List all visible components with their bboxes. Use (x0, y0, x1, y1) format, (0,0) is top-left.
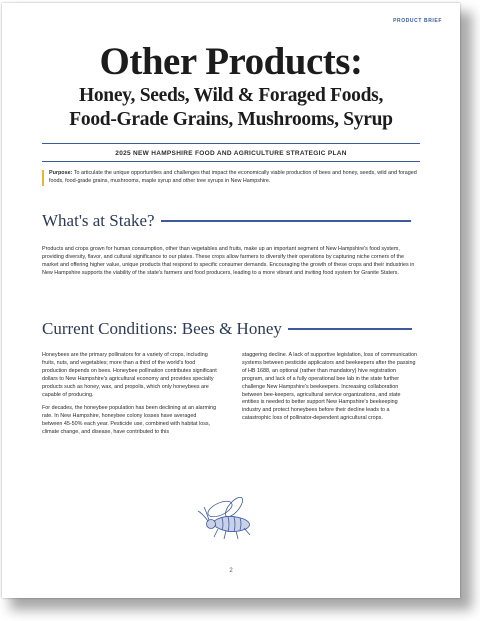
page-title: Other Products: (99, 40, 363, 83)
col2-paragraph-1: staggering decline. A lack of supportive legislation, loss of communication systems between pesticide applicators and beekeepers after the passing of HB 1688, an optional (rather than mandatory) hive registration program, and lack of a fully operational bee lab in the state further challenge New Hampshire's beekeepers. Increasing collaboration between bee-keepers, agricultural service organizations, and state entities is needed to better support New Hampshire's beekeeping industry and protect honeybees before their decline leads to a catastrophic loss of pollinator-dependent agricultural crops. (242, 352, 417, 422)
col1-paragraph-2: For decades, the honeybee population has been declining at an alarming rate. In New Hampshire, honeybee colony losses have averaged between 45-50% each year. Pesticide use, combined with habitat loss, climate change, and disease, have contributed to this (42, 405, 217, 436)
purpose-statement (42, 170, 419, 186)
divider-top (42, 143, 420, 144)
conditions-heading (42, 319, 412, 339)
column-right (242, 352, 418, 429)
col1-paragraph-1: Honeybees are the primary pollinators for a variety of crops, including fruits, nuts, and vegetables; more than a third of the world's food production depends on bees. Honeybee pollination contributes significant dollars to New Hampshire's agricultural economy and provides specialty products such as honey, wax, and propolis, which only honeybees are capable of producing. (42, 352, 217, 398)
stake-heading-text: What's at Stake? (42, 211, 155, 230)
purpose-label: Purpose: (49, 170, 73, 176)
conditions-heading-rule (288, 328, 412, 329)
purpose-text: To articulate the unique opportunities and challenges that impact the economically viable production of bees and honey, seeds, wild and foraged foods, food-grade grains, mushrooms, maple syrup and other tree syrups in New Hampshire. (49, 170, 417, 184)
conditions-heading-text: Current Conditions: Bees & Honey (42, 319, 282, 338)
product-brief-tag: PRODUCT BRIEF (393, 18, 442, 24)
column-left (42, 352, 218, 443)
stake-heading-rule (161, 220, 411, 221)
page-number: 2 (229, 568, 233, 574)
subtitle-line-2: Food-Grade Grains, Mushrooms, Syrup (69, 109, 393, 130)
bee-illustration-icon (194, 491, 266, 541)
stake-heading (42, 211, 411, 231)
document-page (2, 3, 460, 598)
stake-paragraph: Products and crops grown for human consumption, other than vegetables and fruits, make up an important segment of New Hampshire's food system, providing diversity, flavor, and cultural significance to our plates. These crops allow farmers to diversify their operations by capturing niche corners of the market and offering higher value, unique products that respond to specific consumer demands. Encouraging the growth of these crops and their industries in New Hampshire supports the viability of the state's farmers and food producers, leading to a more vibrant and inviting food system for Granite Staters. (42, 246, 415, 276)
divider-bottom (42, 161, 420, 162)
subtitle-line-1: Honey, Seeds, Wild & Foraged Foods, (78, 85, 384, 106)
plan-label: 2025 NEW HAMPSHIRE FOOD AND AGRICULTURE STRATEGIC PLAN (115, 150, 347, 157)
